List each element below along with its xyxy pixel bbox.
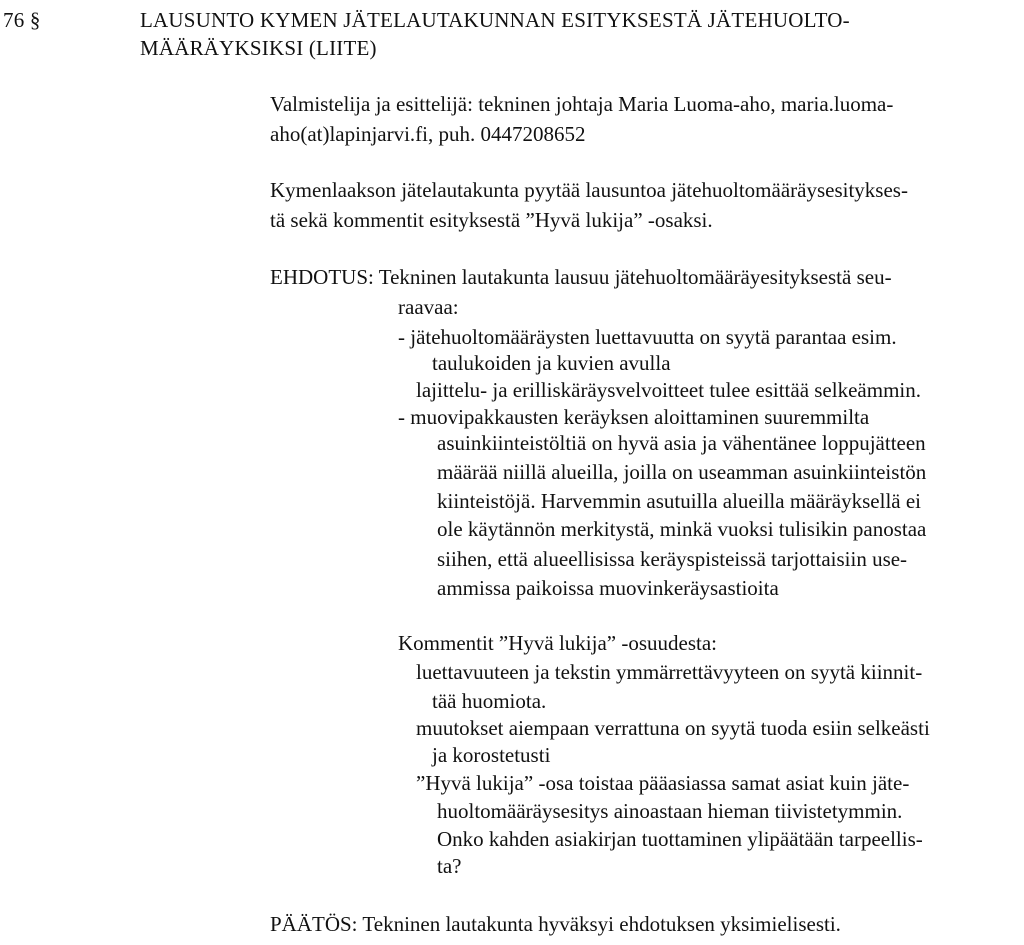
section-number: 76 § [3,8,41,32]
request-line-1: Kymenlaakson jätelautakunta pyytää lausuntoa jätehuoltomääräysesitykses- [270,178,908,202]
proposal-line: asuinkiinteistöltiä on hyvä asia ja vähentänee loppujätteen [437,431,926,455]
preparer-line-1: Valmistelija ja esittelijä: tekninen johtaja Maria Luoma-aho, maria.luoma- [270,92,894,116]
section-title-line-2: MÄÄRÄYKSIKSI (LIITE) [140,36,377,60]
comments-line: luettavuuteen ja tekstin ymmärrettävyyteen on syytä kiinnit- [416,660,923,684]
decision-line: PÄÄTÖS: Tekninen lautakunta hyväksyi ehdotuksen yksimielisesti. [270,912,841,936]
comments-heading: Kommentit ”Hyvä lukija” -osuudesta: [398,631,718,655]
proposal-line: lajittelu- ja erilliskäräysvelvoitteet tulee esittää selkeämmin. [416,378,921,402]
comments-line: Onko kahden asiakirjan tuottaminen ylipäätään tarpeellis- [437,827,923,851]
comments-line: muutokset aiempaan verrattuna on syytä tuoda esiin selkeästi [416,716,930,740]
proposal-label-line: EHDOTUS: Tekninen lautakunta lausuu jätehuoltomääräyesityksestä seu- [270,265,892,289]
proposal-line: siihen, että alueellisissa keräyspisteissä tarjottaisiin use- [437,547,908,571]
proposal-line: - muovipakkausten keräyksen aloittaminen suuremmilta [398,405,870,429]
request-line-2: tä sekä kommentit esityksestä ”Hyvä lukija” -osaksi. [270,208,713,232]
proposal-line: määrää niillä alueilla, joilla on useamman asuinkiinteistön [437,460,927,484]
section-title-line-1: LAUSUNTO KYMEN JÄTELAUTAKUNNAN ESITYKSESTÄ JÄTEHUOLTO- [140,8,850,32]
proposal-line: ammissa paikoissa muovinkeräysastioita [437,576,779,600]
comments-line: ta? [437,854,462,878]
comments-line: ”Hyvä lukija” -osa toistaa pääasiassa samat asiat kuin jäte- [416,771,910,795]
proposal-line: taulukoiden ja kuvien avulla [432,351,671,375]
proposal-line: - jätehuoltomääräysten luettavuutta on syytä parantaa esim. [398,325,897,349]
proposal-line: kiinteistöjä. Harvemmin asutuilla alueilla määräyksellä ei [437,489,922,513]
comments-line: ja korostetusti [432,743,551,767]
comments-line: tää huomiota. [432,689,547,713]
proposal-line: ole käytännön merkitystä, minkä vuoksi tulisikin panostaa [437,517,927,541]
comments-line: huoltomääräysesitys ainoastaan hieman tiivistetymmin. [437,799,903,823]
preparer-line-2: aho(at)lapinjarvi.fi, puh. 0447208652 [270,122,586,146]
proposal-line: raavaa: [398,295,459,319]
